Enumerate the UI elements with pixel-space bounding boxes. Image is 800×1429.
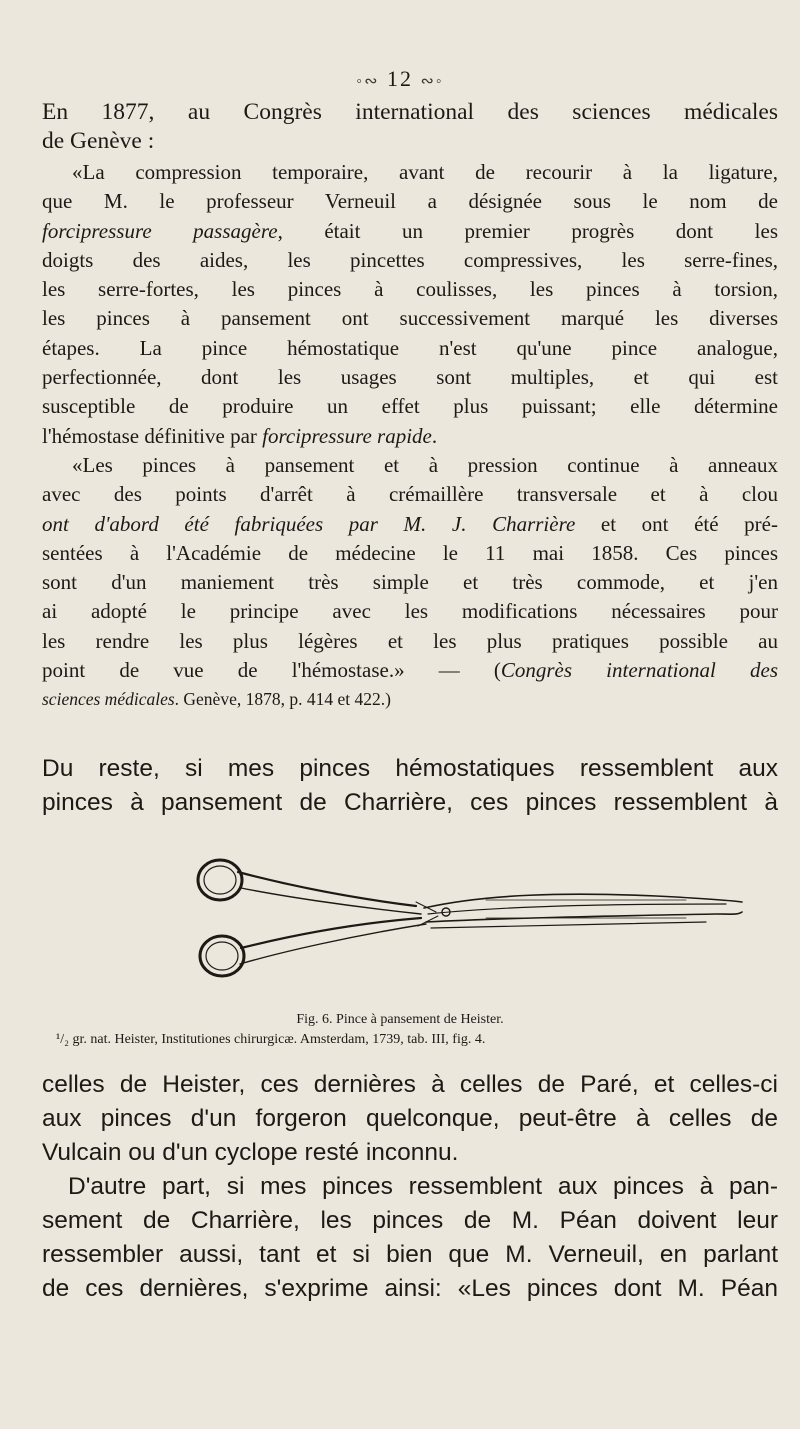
page-header: [0, 66, 800, 92]
figure-caption: [0, 1010, 800, 1050]
text-line: les pinces à pansement ont successivement marqué les diverses: [42, 306, 778, 331]
left-ornament-icon: ◦∾: [356, 73, 380, 90]
paragraph: [42, 1068, 778, 1306]
paragraph: [42, 752, 778, 820]
text-line: ressembler aussi, tant et si bien que M. Verneuil, en parlant: [42, 1241, 778, 1268]
text-line: étapes. La pince hémostatique n'est qu'une pince analogue,: [42, 335, 778, 360]
text-line: sont d'un maniement très simple et très commode, et j'en: [42, 570, 778, 595]
text-line: ai adopté le principe avec les modifications nécessaires pour: [42, 599, 778, 624]
text-line: ont d'abord été fabriquées par M. J. Charrière et ont été pré-: [42, 511, 778, 536]
text-line: Du reste, si mes pinces hémostatiques ressemblent aux: [42, 755, 778, 782]
right-ornament-icon: ∾◦: [420, 73, 444, 90]
text-line: sentées à l'Académie de médecine le 11 mai 1858. Ces pinces: [42, 540, 778, 565]
text-line: aux pinces d'un forgeron quelconque, peut-être à celles de: [42, 1105, 778, 1132]
text-line: de ces dernières, s'exprime ainsi: «Les pinces dont M. Péan: [42, 1275, 778, 1302]
caption-title: Fig. 6. Pince à pansement de Heister.: [296, 1012, 504, 1027]
text-line: Vulcain ou d'un cyclope resté inconnu.: [42, 1139, 459, 1166]
text-line: «La compression temporaire, avant de recourir à la ligature,: [72, 160, 778, 184]
text-line: celles de Heister, ces dernières à celles de Paré, et celles-ci: [42, 1071, 778, 1098]
text-line: l'hémostase définitive par forcipressure rapide.: [42, 423, 438, 448]
text-line: En 1877, au Congrès international des sciences médicales: [42, 99, 778, 125]
text-line: susceptible de produire un effet plus puissant; elle détermine: [42, 394, 778, 419]
citation-line: sciences médicales. Genève, 1878, p. 414 et 422.): [42, 689, 391, 710]
text-line: perfectionnée, dont les usages sont multiples, et qui est: [42, 365, 778, 390]
text-line: doigts des aides, les pincettes compressives, les serre-fines,: [42, 247, 778, 272]
text-line: pinces à pansement de Charrière, ces pinces ressemblent à: [42, 789, 778, 816]
text-line: de Genève :: [42, 128, 155, 154]
text-line: «Les pinces à pansement et à pression continue à anneaux: [72, 452, 778, 477]
text-line: forcipressure passagère, était un premier progrès dont les: [42, 218, 778, 243]
heister-forceps-illustration: [186, 852, 746, 987]
text-line: que M. le professeur Verneuil a désignée sous le nom de: [42, 189, 778, 214]
text-line: sement de Charrière, les pinces de M. Péan doivent leur: [42, 1207, 778, 1234]
caption-reference: ¹/₂ gr. nat. Heister, Institutiones chirurgicæ. Amsterdam, 1739, tab. III, fig. 4.: [56, 1032, 486, 1047]
text-line: les rendre les plus légères et les plus pratiques possible au: [42, 628, 778, 653]
text-line: D'autre part, si mes pinces ressemblent aux pinces à pan-: [68, 1173, 778, 1200]
text-line: point de vue de l'hémostase.» — (Congrès international des: [42, 658, 778, 683]
text-line: les serre-fortes, les pinces à coulisses, les pinces à torsion,: [42, 277, 778, 302]
text-line: avec des points d'arrêt à crémaillère transversale et à clou: [42, 482, 778, 507]
quotation: [42, 158, 778, 715]
intro-paragraph: [42, 98, 778, 156]
page-number: 12: [387, 66, 413, 91]
